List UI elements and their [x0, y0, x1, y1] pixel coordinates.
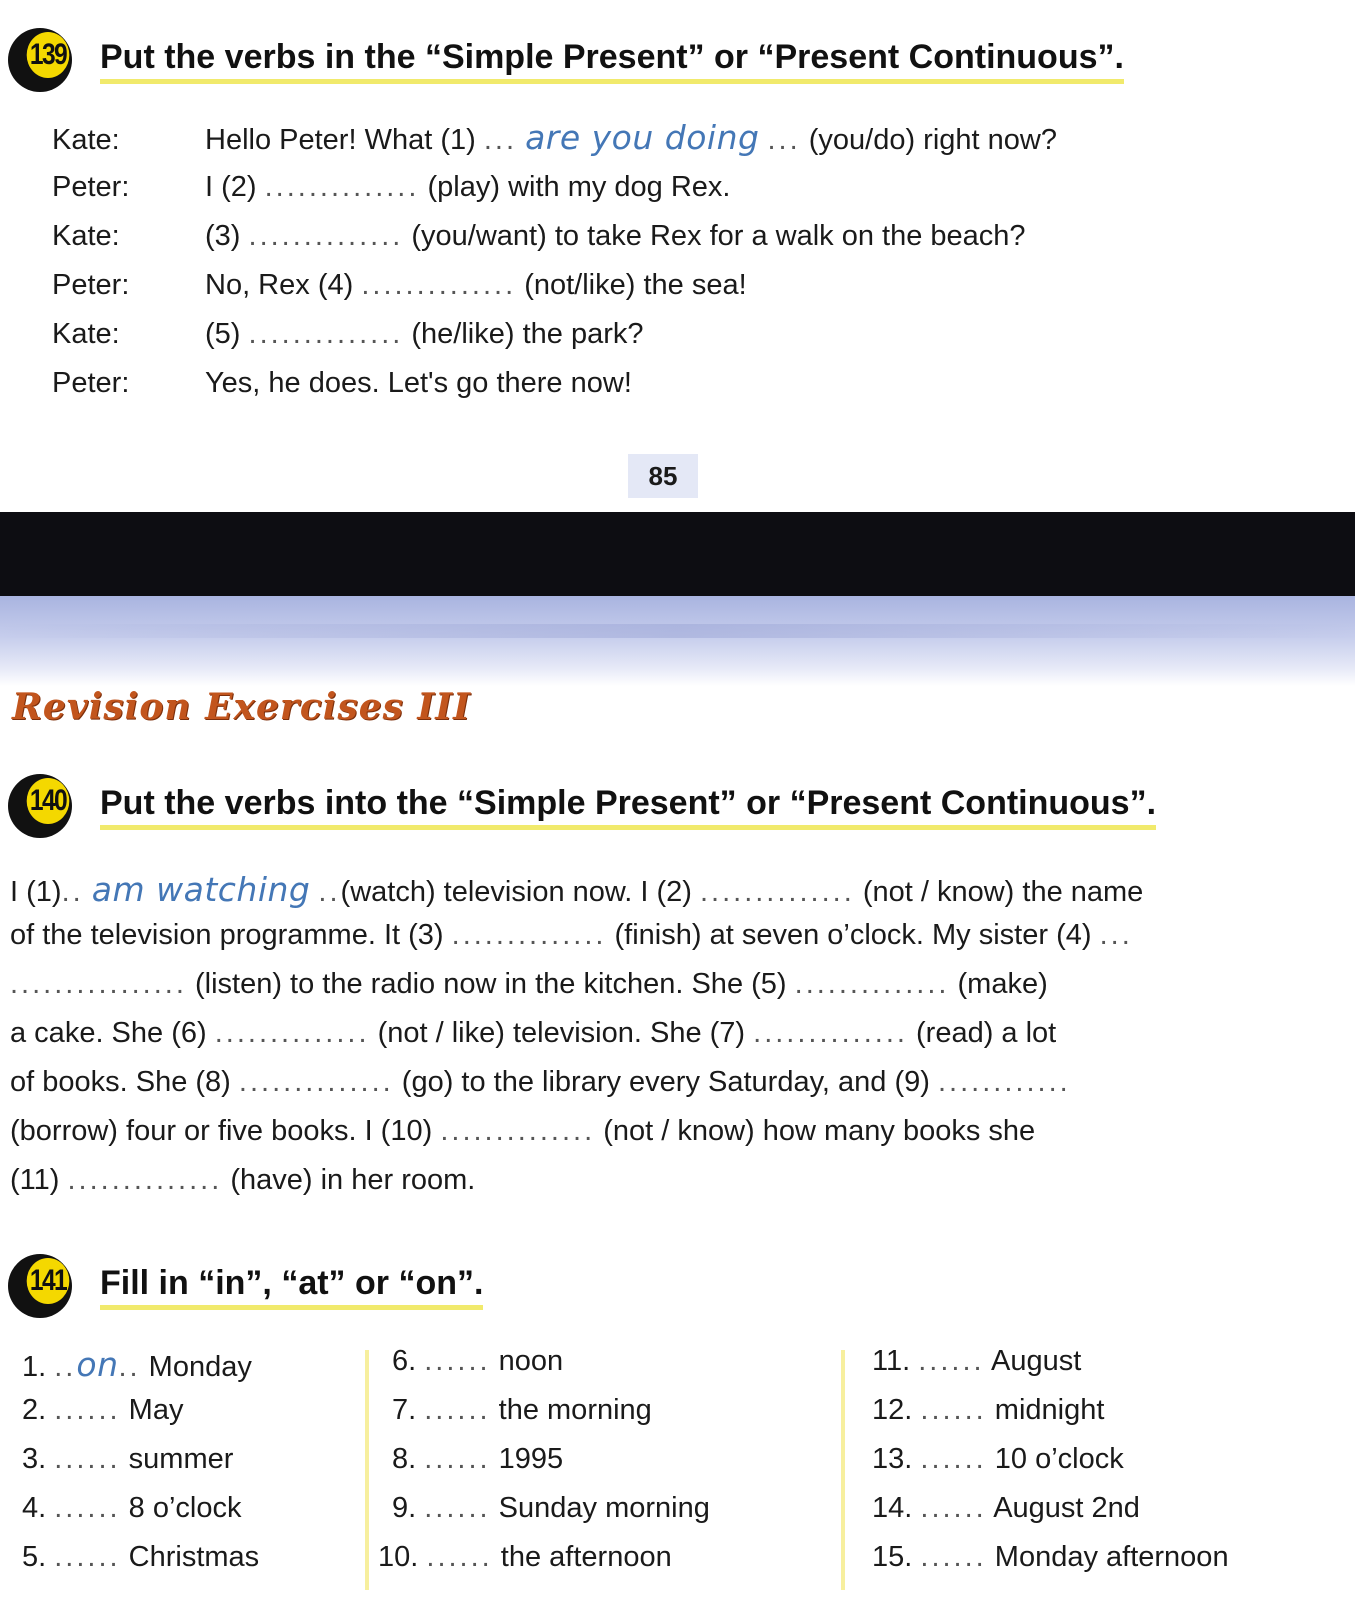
line-text: (you/want) to take Rex for a walk on the beach? [411, 220, 1026, 252]
answer-blank[interactable]: .............. [238, 1066, 394, 1098]
list-item [22, 1492, 241, 1525]
item-number: 12. [872, 1394, 913, 1426]
answer-blank[interactable]: ...... [54, 1443, 121, 1475]
paragraph-line [10, 1066, 1071, 1099]
text: (borrow) four or five books. I (10) [10, 1115, 433, 1147]
column-divider [365, 1350, 369, 1590]
exercise-139-header [8, 28, 1124, 92]
list-item [872, 1492, 1140, 1525]
exercise-number-badge [8, 28, 72, 92]
list-item [872, 1443, 1124, 1476]
line-text: I (2) [205, 171, 257, 203]
list-item [872, 1541, 1229, 1574]
answer-blank[interactable]: .............. [794, 968, 950, 1000]
paragraph-line [10, 919, 1133, 952]
exercise-title: Put the verbs in the “Simple Present” or “Present Continuous”. [100, 38, 1124, 84]
answer-blank[interactable]: .............. [699, 876, 855, 908]
answer-blank[interactable]: .............. [67, 1164, 223, 1196]
line-text: (5) [205, 318, 241, 350]
list-item [22, 1394, 183, 1427]
line-text: (3) [205, 220, 241, 252]
paragraph-line [10, 968, 1048, 1001]
dialogue-line [52, 318, 644, 350]
text: (read) a lot [916, 1017, 1057, 1049]
answer-blank[interactable]: ...... [54, 1492, 121, 1524]
text: of the television programme. It (3) [10, 919, 444, 951]
line-text: (you/do) right now? [808, 124, 1057, 156]
answer-blank[interactable]: ............ [938, 1066, 1071, 1098]
dialogue-line [52, 118, 1057, 157]
item-text: 1995 [498, 1443, 564, 1475]
answer-blank[interactable]: ...... [424, 1443, 491, 1475]
answer-blank[interactable]: ...... [920, 1443, 987, 1475]
answer-blank[interactable]: ...... [424, 1492, 491, 1524]
answer-blank[interactable]: .............. [248, 318, 404, 350]
answer-blank[interactable]: ...... [424, 1345, 491, 1377]
answer-blank[interactable]: ...... [54, 1394, 121, 1426]
line-text: (play) with my dog Rex. [427, 171, 731, 203]
answer-blank[interactable]: ................ [10, 968, 187, 1000]
header-decoration [0, 596, 1355, 686]
exercise-141-header [8, 1254, 483, 1318]
item-number: 1. [22, 1351, 47, 1383]
answer-blank[interactable]: .............. [440, 1115, 596, 1147]
handwritten-answer: are you doing [525, 118, 760, 157]
paragraph-line [10, 1017, 1056, 1050]
answer-blank[interactable]: ...... [920, 1492, 987, 1524]
list-item [872, 1394, 1104, 1427]
text: (finish) at seven o’clock. My sister (4) [614, 919, 1092, 951]
speaker: Peter: [52, 171, 130, 203]
item-text: 8 o’clock [128, 1492, 242, 1524]
text: (11) [10, 1164, 60, 1196]
text: a cake. She (6) [10, 1017, 207, 1049]
handwritten-answer: am watching [91, 870, 311, 909]
exercise-number-badge [8, 774, 72, 838]
exercise-140-header [8, 774, 1156, 838]
item-number: 14. [872, 1492, 913, 1524]
item-text: Sunday morning [498, 1492, 710, 1524]
page-number: 85 [628, 454, 698, 498]
paragraph-line: I (1).. am watching ..(watch) television now. I (2) .............. (not / know) the name [10, 870, 1144, 909]
dialogue-line [52, 367, 632, 399]
answer-blank[interactable]: ...... [920, 1541, 987, 1573]
item-text: 10 o’clock [994, 1443, 1124, 1475]
item-text: the morning [498, 1394, 652, 1426]
answer-blank[interactable]: ...... [918, 1345, 985, 1377]
item-text: Monday [148, 1351, 252, 1383]
item-number: 10. [378, 1541, 419, 1573]
list-item: 1. ..on.. Monday [22, 1345, 252, 1384]
item-text: Monday afternoon [994, 1541, 1229, 1573]
text: (go) to the library every Saturday, and (9) [401, 1066, 930, 1098]
speaker: Peter: [52, 367, 130, 399]
item-text: May [128, 1394, 184, 1426]
column-divider [841, 1350, 845, 1590]
text: (not / like) television. She (7) [377, 1017, 746, 1049]
text: (have) in her room. [230, 1164, 476, 1196]
item-number: 8. [392, 1443, 417, 1475]
text: of books. She (8) [10, 1066, 231, 1098]
paragraph-line [10, 1164, 475, 1197]
speaker: Kate: [52, 318, 120, 350]
answer-blank[interactable]: .............. [214, 1017, 370, 1049]
item-number: 3. [22, 1443, 47, 1475]
item-number: 11. [872, 1345, 911, 1377]
answer-blank[interactable]: .............. [248, 220, 404, 252]
list-item [22, 1443, 233, 1476]
item-text: midnight [994, 1394, 1105, 1426]
answer-blank-tail: ... [767, 124, 801, 156]
line-text: No, Rex (4) [205, 269, 354, 301]
item-number: 4. [22, 1492, 47, 1524]
item-number: 9. [392, 1492, 417, 1524]
list-item [378, 1541, 672, 1574]
text: (not / know) the name [862, 876, 1144, 908]
answer-blank[interactable]: ...... [426, 1541, 493, 1573]
answer-blank[interactable]: .............. [361, 269, 517, 301]
dialogue-line [52, 220, 1026, 252]
handwritten-answer: on [76, 1345, 119, 1384]
answer-blank[interactable]: ... [1099, 919, 1133, 951]
item-text: the afternoon [500, 1541, 672, 1573]
dialogue-line [52, 269, 747, 301]
list-item [22, 1541, 259, 1574]
line-text: (he/like) the park? [411, 318, 644, 350]
item-text: summer [128, 1443, 234, 1475]
speaker: Kate: [52, 220, 120, 252]
speaker: Peter: [52, 269, 130, 301]
item-text: August 2nd [993, 1492, 1140, 1524]
line-text: Hello Peter! What (1) [205, 124, 476, 156]
list-item [872, 1345, 1081, 1378]
list-item [392, 1443, 563, 1476]
answer-blank[interactable]: ...... [424, 1394, 491, 1426]
item-number: 5. [22, 1541, 47, 1573]
text: I (1) [10, 876, 62, 908]
item-number: 15. [872, 1541, 913, 1573]
speaker: Kate: [52, 124, 120, 156]
answer-blank[interactable]: .............. [753, 1017, 908, 1049]
section-title: Revision Exercises III [12, 686, 471, 728]
answer-blank[interactable]: ...... [54, 1541, 121, 1573]
exercise-number: 141 [27, 1258, 70, 1304]
item-number: 2. [22, 1394, 47, 1426]
text: (make) [957, 968, 1048, 1000]
item-text: Christmas [128, 1541, 260, 1573]
answer-blank[interactable]: .............. [264, 171, 420, 203]
exercise-number: 140 [27, 778, 70, 824]
item-number: 6. [392, 1345, 417, 1377]
item-text: August [991, 1345, 1082, 1377]
page-separator-bar [0, 512, 1355, 596]
exercise-title: Put the verbs into the “Simple Present” or “Present Continuous”. [100, 784, 1156, 830]
item-text: noon [498, 1345, 564, 1377]
list-item [392, 1345, 563, 1378]
answer-blank[interactable]: ...... [920, 1394, 987, 1426]
item-number: 13. [872, 1443, 913, 1475]
list-item [392, 1394, 652, 1427]
exercise-title: Fill in “in”, “at” or “on”. [100, 1264, 483, 1310]
item-number: 7. [392, 1394, 417, 1426]
answer-blank[interactable]: .............. [451, 919, 607, 951]
text: (not / know) how many books she [603, 1115, 1036, 1147]
dialogue-line [52, 171, 731, 203]
paragraph-line [10, 1115, 1035, 1148]
answer-blank[interactable]: ... [483, 124, 517, 156]
exercise-number: 139 [27, 32, 70, 78]
exercise-number-badge [8, 1254, 72, 1318]
text: (watch) television now. I (2) [340, 876, 692, 908]
text: (listen) to the radio now in the kitchen. She (5) [194, 968, 787, 1000]
line-text: (not/like) the sea! [524, 269, 747, 301]
line-text: Yes, he does. Let's go there now! [205, 367, 632, 399]
list-item [392, 1492, 710, 1525]
